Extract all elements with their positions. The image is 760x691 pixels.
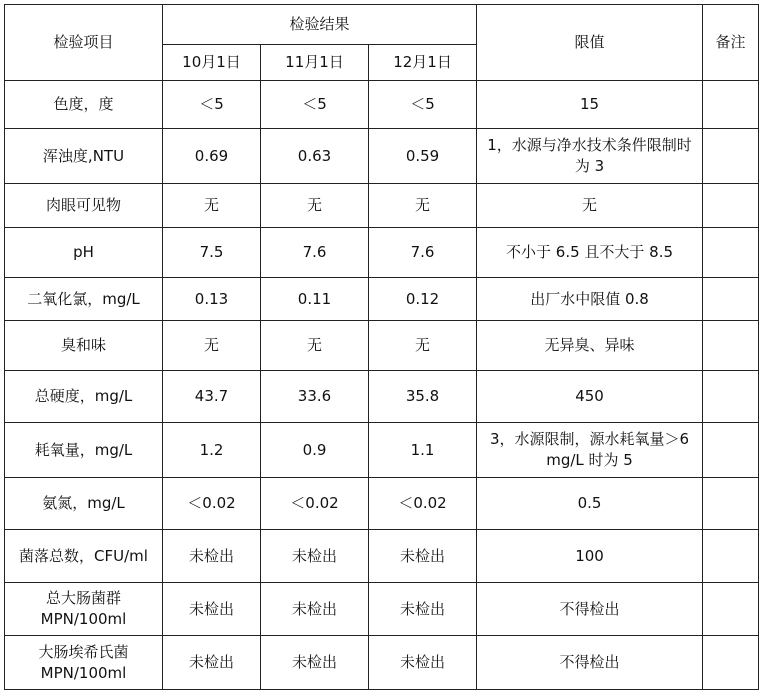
limit-cell: 无异臭、异味 (477, 321, 703, 371)
result-cell: 无 (369, 184, 477, 228)
item-cell: 色度，度 (5, 81, 163, 129)
result-cell: 未检出 (369, 583, 477, 636)
date-header: 10月1日 (163, 45, 261, 81)
note-cell (703, 371, 759, 423)
date-header: 12月1日 (369, 45, 477, 81)
table-row (5, 530, 759, 583)
result-cell: 35.8 (369, 371, 477, 423)
item-cell: 总大肠菌群MPN/100ml (5, 583, 163, 636)
table-row (5, 321, 759, 371)
result-cell: 0.59 (369, 129, 477, 184)
result-cell: 43.7 (163, 371, 261, 423)
table-body (5, 81, 759, 690)
result-cell: 无 (369, 321, 477, 371)
item-cell: 氨氮，mg/L (5, 478, 163, 530)
note-cell (703, 636, 759, 690)
date-header: 11月1日 (261, 45, 369, 81)
result-cell: 无 (261, 184, 369, 228)
result-cell: 未检出 (163, 583, 261, 636)
item-cell: 肉眼可见物 (5, 184, 163, 228)
limit-cell: 无 (477, 184, 703, 228)
result-cell: 1.1 (369, 423, 477, 478)
limit-cell: 450 (477, 371, 703, 423)
water-quality-report-table (4, 4, 759, 690)
note-cell (703, 530, 759, 583)
table-row (5, 81, 759, 129)
results-header: 检验结果 (163, 5, 477, 45)
item-cell: 耗氧量，mg/L (5, 423, 163, 478)
result-cell: 7.6 (369, 228, 477, 278)
item-header: 检验项目 (5, 5, 163, 81)
table-row (5, 228, 759, 278)
note-cell (703, 478, 759, 530)
limit-cell: 不得检出 (477, 636, 703, 690)
result-cell: 0.11 (261, 278, 369, 321)
result-cell: 7.6 (261, 228, 369, 278)
result-cell: 0.63 (261, 129, 369, 184)
result-cell: 0.9 (261, 423, 369, 478)
item-cell: pH (5, 228, 163, 278)
result-cell: 未检出 (261, 530, 369, 583)
item-cell: 二氧化氯，mg/L (5, 278, 163, 321)
result-cell: ＜0.02 (369, 478, 477, 530)
result-cell: 无 (163, 321, 261, 371)
table-row (5, 583, 759, 636)
result-cell: 1.2 (163, 423, 261, 478)
note-cell (703, 81, 759, 129)
item-cell: 大肠埃希氏菌MPN/100ml (5, 636, 163, 690)
limit-cell: 出厂水中限值 0.8 (477, 278, 703, 321)
result-cell: 未检出 (163, 530, 261, 583)
result-cell: 未检出 (369, 530, 477, 583)
table-row (5, 129, 759, 184)
header-row (5, 5, 759, 45)
table-row (5, 184, 759, 228)
note-cell (703, 184, 759, 228)
result-cell: ＜5 (369, 81, 477, 129)
table-row (5, 478, 759, 530)
result-cell: 无 (163, 184, 261, 228)
result-cell: 33.6 (261, 371, 369, 423)
result-cell: 未检出 (261, 636, 369, 690)
limit-cell: 不小于 6.5 且不大于 8.5 (477, 228, 703, 278)
result-cell: 无 (261, 321, 369, 371)
result-cell: 未检出 (369, 636, 477, 690)
result-cell: 未检出 (163, 636, 261, 690)
result-cell: ＜0.02 (163, 478, 261, 530)
limit-cell: 0.5 (477, 478, 703, 530)
table-row (5, 278, 759, 321)
note-cell (703, 583, 759, 636)
result-cell: 0.69 (163, 129, 261, 184)
item-cell: 总硬度，mg/L (5, 371, 163, 423)
item-cell: 臭和味 (5, 321, 163, 371)
result-cell: 7.5 (163, 228, 261, 278)
limit-header: 限值 (477, 5, 703, 81)
item-cell: 菌落总数，CFU/ml (5, 530, 163, 583)
result-cell: 0.13 (163, 278, 261, 321)
limit-cell: 15 (477, 81, 703, 129)
result-cell: ＜0.02 (261, 478, 369, 530)
table-row (5, 371, 759, 423)
result-cell: 未检出 (261, 583, 369, 636)
note-cell (703, 278, 759, 321)
note-cell (703, 321, 759, 371)
result-cell: 0.12 (369, 278, 477, 321)
note-header: 备注 (703, 5, 759, 81)
limit-cell: 1，水源与净水技术条件限制时为 3 (477, 129, 703, 184)
note-cell (703, 423, 759, 478)
result-cell: ＜5 (261, 81, 369, 129)
item-cell: 浑浊度,NTU (5, 129, 163, 184)
table-row (5, 636, 759, 690)
note-cell (703, 129, 759, 184)
limit-cell: 100 (477, 530, 703, 583)
limit-cell: 不得检出 (477, 583, 703, 636)
limit-cell: 3，水源限制，源水耗氧量＞6 mg/L 时为 5 (477, 423, 703, 478)
table-row (5, 423, 759, 478)
note-cell (703, 228, 759, 278)
result-cell: ＜5 (163, 81, 261, 129)
